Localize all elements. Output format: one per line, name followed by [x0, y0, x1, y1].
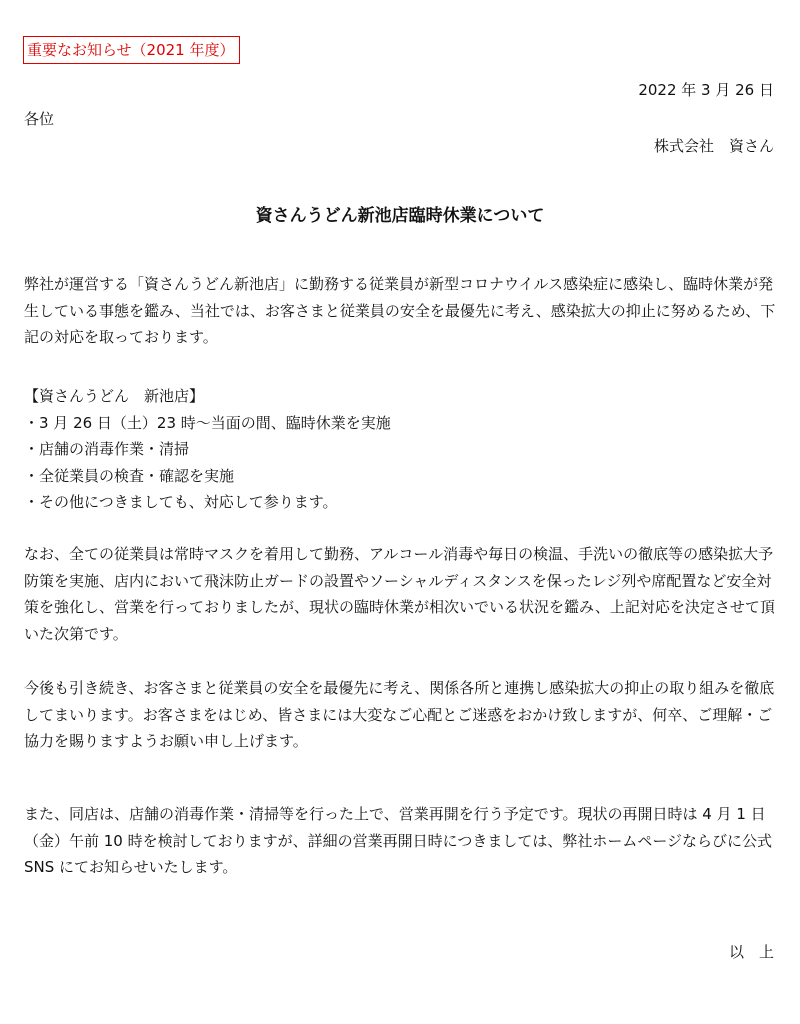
- page-title: 資さんうどん新池店臨時休業について: [255, 206, 545, 226]
- measures-paragraph: なお、全ての従業員は常時マスクを着用して勤務、アルコール消毒や毎日の検温、手洗いの徹底等の感染拡大予防策を実施、店内において飛沫防止ガードの設置やソーシャルディスタンスを保ったレジ列や席配置など安全対策を強化し、営業を行っておりましたが、現状の臨時休業が相次いでいる状況を鑑み、上記対応を決定させて頂いた次第です。: [24, 545, 775, 643]
- list-item: ・全従業員の検査・確認を実施: [24, 466, 235, 485]
- important-notice-label: 重要なお知らせ（2021 年度）: [23, 36, 240, 64]
- list-item: ・3 月 26 日（土）23 時～当面の間、臨時休業を実施: [24, 413, 391, 432]
- future-paragraph: 今後も引き続き、お客さまと従業員の安全を最優先に考え、関係各所と連携し感染拡大の抑止の取り組みを徹底してまいります。お客さまをはじめ、皆さまには大変なご心配とご迷惑をおかけ致しますが、何卒、ご理解・ご協力を賜りますようお願い申し上げます。: [24, 679, 775, 750]
- intro-paragraph: 弊社が運営する「資さんうどん新池店」に勤務する従業員が新型コロナウイルス感染症に感染し、臨時休業が発生している事態を鑑み、当社では、お客さまと従業員の安全を最優先に考え、感染拡大の抑止に努めるため、下記の対応を取っております。: [24, 275, 776, 346]
- list-item: ・その他につきましても、対応して参ります。: [24, 493, 338, 511]
- document-date: 2022 年 3 月 26 日: [638, 81, 774, 99]
- recipient: 各位: [24, 110, 55, 128]
- sender: 株式会社 資さん: [653, 137, 774, 155]
- list-item: ・店舗の消毒作業・清掃: [24, 440, 190, 458]
- store-heading: 【資さんうどん 新池店】: [24, 387, 205, 405]
- reopening-paragraph: また、同店は、店舗の消毒作業・清掃等を行った上で、営業再開を行う予定です。現状の再開日時は 4 月 1 日（金）午前 10 時を検討しておりますが、詳細の営業再開日時につきましては、弊社ホームページならびに公式 SNS にてお知らせいたします。: [24, 805, 773, 876]
- store-measures-list: [24, 383, 391, 516]
- closing-mark: 以 上: [728, 943, 774, 961]
